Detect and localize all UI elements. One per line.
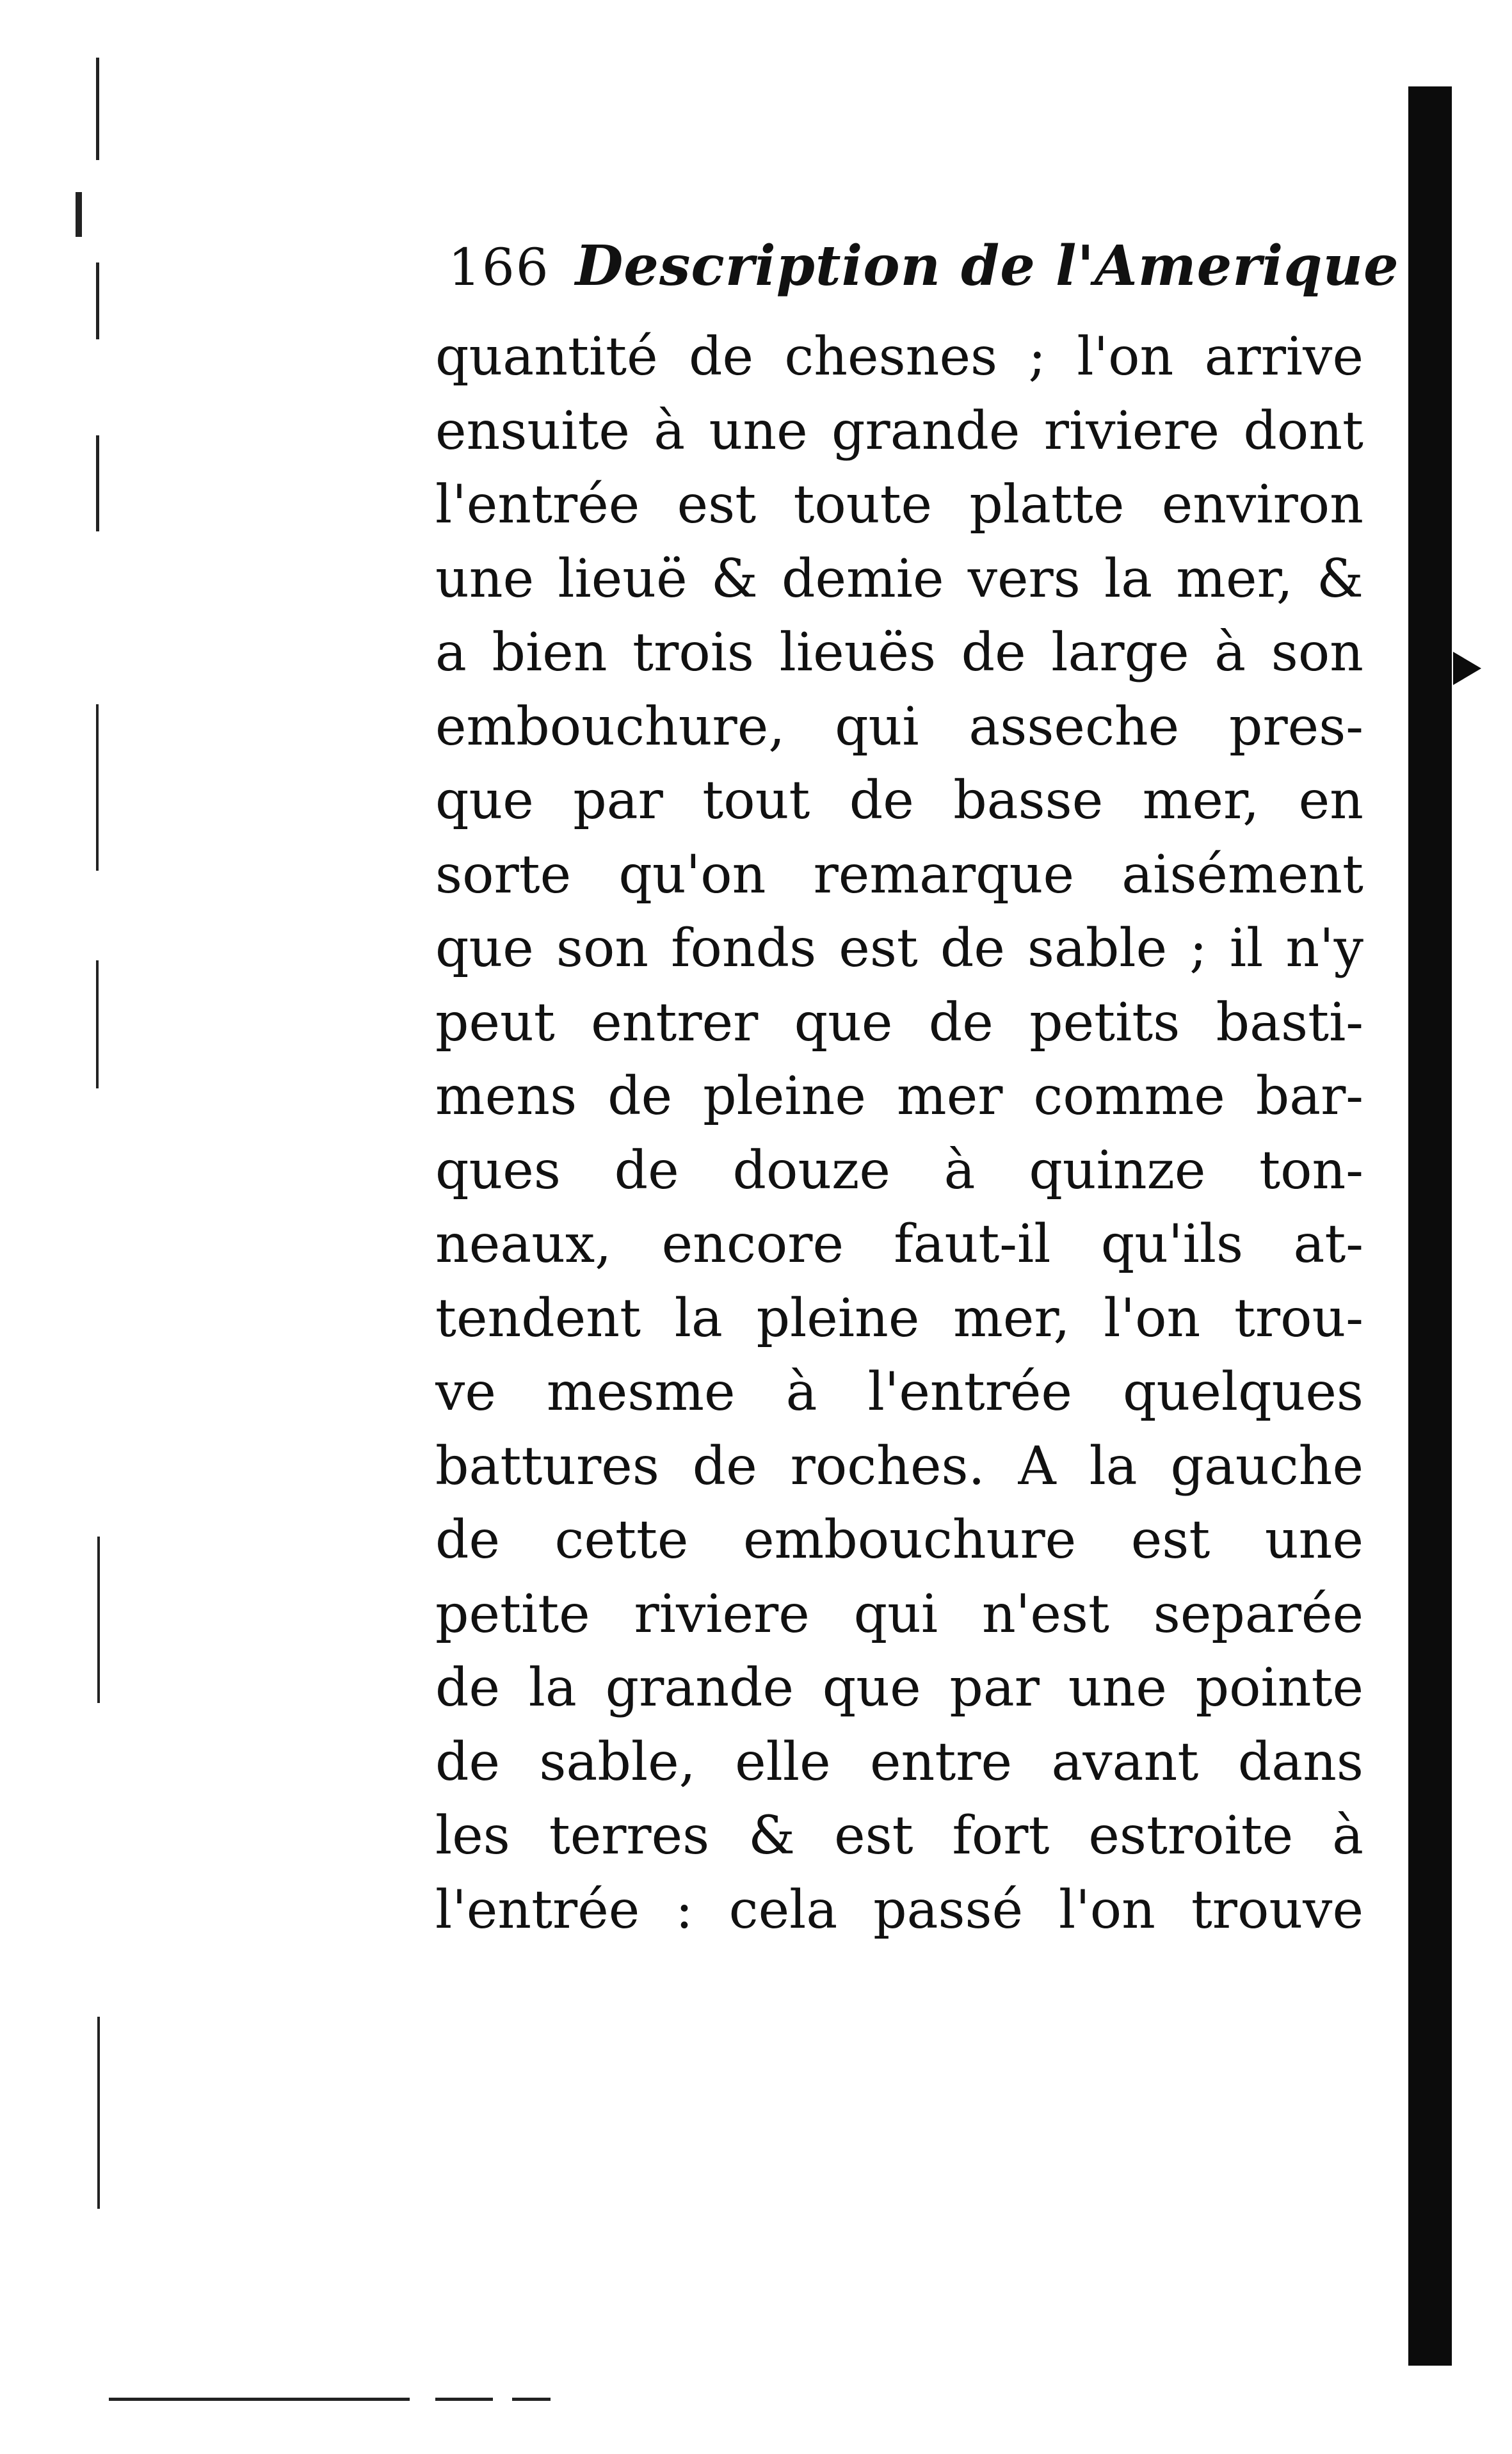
gutter-speck: [96, 704, 99, 871]
text-line: que par tout de basse mer, en: [435, 770, 1363, 831]
text-line: sorte qu'on remarque aisément: [435, 844, 1363, 905]
text-line: embouchure, qui asseche pres-: [435, 696, 1363, 757]
text-line: battures de roches. A la gauche: [435, 1435, 1363, 1497]
gutter-speck: [96, 435, 99, 531]
text-line: ve mesme à l'entrée quelques: [435, 1362, 1363, 1423]
text-line: quantité de chesnes ; l'on arrive: [435, 327, 1363, 387]
gutter-speck: [97, 2017, 100, 2209]
text-line: de la grande que par une pointe: [435, 1658, 1363, 1718]
gutter-speck: [97, 1537, 100, 1703]
bottom-rule: [109, 2398, 410, 2401]
body-text: [435, 320, 1363, 1947]
page-number: 166: [448, 238, 550, 297]
gutter-speck: [96, 58, 99, 160]
text-line: a bien trois lieuës de large à son: [435, 622, 1363, 683]
text-line: l'entrée : cela passé l'on trouve: [435, 1879, 1363, 1941]
text-line: ques de douze à quinze ton-: [435, 1140, 1363, 1201]
text-line: de cette embouchure est une: [435, 1510, 1363, 1570]
text-line: l'entrée est toute platte environ: [435, 474, 1363, 535]
text-line: les terres & est fort estroite à: [435, 1805, 1363, 1866]
text-line: mens de pleine mer comme bar-: [435, 1066, 1363, 1127]
fore-edge-notch: [1453, 652, 1481, 685]
text-line: peut entrer que de petits basti-: [435, 992, 1363, 1053]
text-line: ensuite à une grande riviere dont: [435, 400, 1363, 462]
text-line: neaux, encore faut-il qu'ils at-: [435, 1214, 1363, 1275]
text-line: de sable, elle entre avant dans: [435, 1731, 1363, 1793]
page-fore-edge-shadow: [1408, 86, 1452, 2366]
text-line: tendent la pleine mer, l'on trou-: [435, 1288, 1363, 1349]
text-line: une lieuë & demie vers la mer, &: [435, 548, 1363, 609]
page-heading: Description de l'Amerique: [575, 234, 1399, 298]
gutter-speck: [96, 960, 99, 1088]
bottom-rule: [512, 2398, 551, 2401]
text-line: que son fonds est de sable ; il n'y: [435, 918, 1363, 979]
text-line: petite riviere qui n'est separée: [435, 1583, 1363, 1645]
bottom-rule: [435, 2398, 493, 2401]
running-head: [448, 234, 1399, 317]
gutter-speck: [76, 192, 82, 237]
gutter-speck: [96, 262, 99, 339]
